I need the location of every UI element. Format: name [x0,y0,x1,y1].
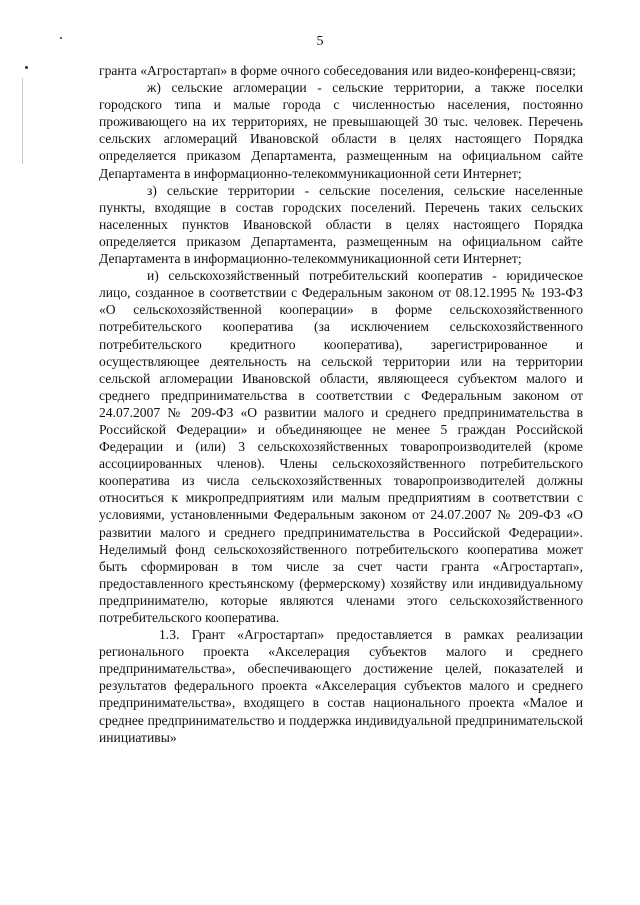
paragraph-item-z: з) сельские территории - сельские поселения, сельские населенные пункты, входящие в состав городских поселений. Перечень таких сельских населенных пунктов Ивановской области в целях настоящего Порядка определяется приказом Департамента, размещенным на официальном сайте Департамента в информационно-телекоммуникационной сети Интернет; [99,182,583,267]
paragraph-item-i: и) сельскохозяйственный потребительский кооператив - юридическое лицо, созданное в соответствии с Федеральным законом от 08.12.1995 № 193-ФЗ «О сельскохозяйственной кооперации» в форме сельскохозяйственного потребительского кооператива (за исключением сельскохозяйственного потребительского кредитного кооператива), зарегистрированное и осуществляющее деятельность на сельской территории или на территории сельской агломерации Ивановской области, являющееся субъектом малого и среднего предпринимательства в соответствии с Федеральным законом от 24.07.2007 № 209-ФЗ «О развитии малого и среднего предпринимательства в Российской Федерации» и объединяющее не менее 5 граждан Российской Федерации и (или) 3 сельскохозяйственных товаропроизводителей (кроме ассоциированных членов). Члены сельскохозяйственного потребительского кооператива из числа сельскохозяйственных товаропроизводителей должны относиться к микропредприятиям или малым предприятиям в соответствии с условиями, установленными Федеральным законом от 24.07.2007 № 209-ФЗ «О развитии малого и среднего предпринимательства в Российской Федерации». Неделимый фонд сельскохозяйственного потребительского кооператива может быть сформирован в том числе за счет части гранта «Агростартап», предоставленного крестьянскому (фермерскому) хозяйству или индивидуальному предпринимателю, которые являются членами этого сельскохозяйственного потребительского кооператива. [99,268,583,625]
paragraph-section-1-3: 1.3. Грант «Агростартап» предоставляется в рамках реализации регионального проекта «Акселерация субъектов малого и среднего предпринимательства», обеспечивающего достижение целей, показателей и результатов федерального проекта «Акселерация субъектов малого и среднего предпринимательства», входящего в состав национального проекта «Малое и среднее предпринимательство и поддержка индивидуальной предпринимательской инициативы» [99,627,583,745]
paragraph-continuation: гранта «Агростартап» в форме очного собеседования или видео-конференц-связи; [99,63,576,78]
page-number: 5 [316,34,324,49]
scan-margin-line [22,78,23,164]
document-body [99,62,583,746]
scan-speck [25,66,28,69]
paragraph-item-zh: ж) сельские агломерации - сельские территории, а также поселки городского типа и малые города с численностью населения, постоянно проживающего на их территориях, не превышающей 30 тыс. человек. Перечень сельских агломераций Ивановской области в целях настоящего Порядка определяется приказом Департамента, размещенным на официальном сайте Департамента в информационно-телекоммуникационной сети Интернет; [99,80,583,181]
